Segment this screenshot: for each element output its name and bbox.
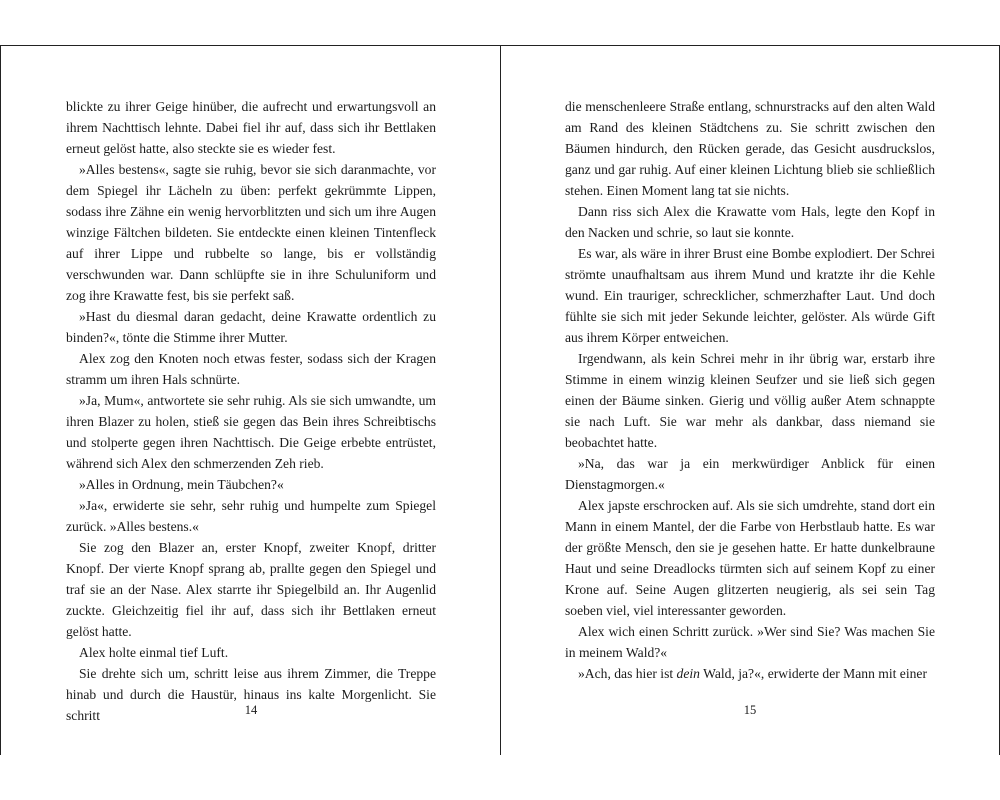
paragraph: Alex japste erschrocken auf. Als sie sich umdrehte, stand dort ein Mann in einem Mantel, der die Farbe von Herbstlaub hatte. Es war der größte Mensch, den sie je gesehen hatte. Er hatte dunkelbraune Haut und seine Dreadlocks türmten sich auf seinem Kopf zu einer Krone auf. Seine Augen glitzerten neugierig, als sei sein Tag soeben viel, viel interessanter geworden. xyxy=(565,498,935,618)
right-page-number: 15 xyxy=(743,703,757,717)
paragraph: blickte zu ihrer Geige hinüber, die aufrecht und erwartungsvoll an ihrem Nachttisch lehnte. Dabei fiel ihr auf, dass sich ihr Bettlaken erneut gelöst hatte, also steckte sie es wieder fest. xyxy=(66,99,436,156)
paragraph: Dann riss sich Alex die Krawatte vom Hals, legte den Kopf in den Nacken und schrie, so laut sie konnte. xyxy=(565,204,935,240)
left-page-number: 14 xyxy=(244,703,258,717)
paragraph: »Alles in Ordnung, mein Täubchen?« xyxy=(79,477,284,492)
left-border xyxy=(0,45,1,755)
paragraph-last xyxy=(565,663,935,684)
paragraph: Irgendwann, als kein Schrei mehr in ihr übrig war, erstarb ihre Stimme in einem winzig kleinen Seufzer und sie ließ sich gegen einen der Bäume sinken. Gierig und völlig außer Atem schnappte sie nach Luft. Sie war mehr als dankbar, dass niemand sie beobachtet hatte. xyxy=(565,351,935,450)
text-run: Wald, ja?«, erwiderte der Mann mit einer xyxy=(699,666,927,681)
paragraph: »Hast du diesmal daran gedacht, deine Krawatte ordentlich zu binden?«, tönte die Stimme ihrer Mutter. xyxy=(66,309,436,345)
emphasized-word: dein xyxy=(676,666,700,681)
text-run: »Ach, das hier ist xyxy=(578,666,677,681)
paragraph: Alex zog den Knoten noch etwas fester, sodass sich der Kragen stramm um ihren Hals schnürte. xyxy=(66,351,436,387)
paragraph: »Ja, Mum«, antwortete sie sehr ruhig. Als sie sich umwandte, um ihren Blazer zu holen, stieß sie gegen das Bein ihres Schreibtischs und stolperte gegen ihren Nachttisch. Die Geige erbebte entrüstet, während sich Alex den schmerzenden Zeh rieb. xyxy=(66,393,436,471)
paragraph: »Na, das war ja ein merkwürdiger Anblick für einen Dienstagmorgen.« xyxy=(565,456,935,492)
paragraph: Alex holte einmal tief Luft. xyxy=(79,645,229,660)
paragraph: »Ja«, erwiderte sie sehr, sehr ruhig und humpelte zum Spiegel zurück. »Alles bestens.« xyxy=(66,498,436,534)
page-gutter-divider xyxy=(500,45,501,755)
right-page-text xyxy=(565,96,935,684)
paragraph: »Alles bestens«, sagte sie ruhig, bevor sie sich daranmachte, vor dem Spiegel ihr Lächeln zu üben: perfekt gekrümmte Lippen, sodass ihre Zähne ein wenig hervorblitzten und sich um ihre Augen winzige Fältchen bildeten. Sie entdeckte einen kleinen Tintenfleck auf ihrer Lippe und rubbelte so lange, bis er vollständig verschwunden war. Dann schlüpfte sie in ihre Schuluniform und zog ihre Krawatte fest, bis sie perfekt saß. xyxy=(66,162,436,303)
paragraph: Sie drehte sich um, schritt leise aus ihrem Zimmer, die Treppe hinab und durch die Haustür, hinaus ins kalte Morgenlicht. Sie schritt xyxy=(66,666,436,723)
left-page-text xyxy=(66,96,436,726)
paragraph: Sie zog den Blazer an, erster Knopf, zweiter Knopf, dritter Knopf. Der vierte Knopf sprang ab, prallte gegen den Spiegel und traf sie an der Nase. Alex starrte ihr Spiegelbild an. Ihr Augenlid zuckte. Gleichzeitig fiel ihr auf, dass sich ihr Bettlaken erneut gelöst hatte. xyxy=(66,540,436,639)
paragraph: Es war, als wäre in ihrer Brust eine Bombe explodiert. Der Schrei strömte unaufhaltsam aus ihrem Mund und kratzte ihr die Kehle wund. Ein trauriger, schrecklicher, schmerzhafter Laut. Und doch fühlte sie sich mit jeder Sekunde leichter, gelöster. Als würde Gift aus ihrem Körper entweichen. xyxy=(565,246,935,345)
paragraph: die menschenleere Straße entlang, schnurstracks auf den alten Wald am Rand des kleinen Städtchens zu. Sie schritt zwischen den Bäumen hindurch, den Rücken gerade, das Gesicht ausdruckslos, ganz und gar ruhig. Auf einer kleinen Lichtung blieb sie schließlich stehen. Einen Moment lang tat sie nichts. xyxy=(565,99,935,198)
paragraph: Alex wich einen Schritt zurück. »Wer sind Sie? Was machen Sie in meinem Wald?« xyxy=(565,624,935,660)
